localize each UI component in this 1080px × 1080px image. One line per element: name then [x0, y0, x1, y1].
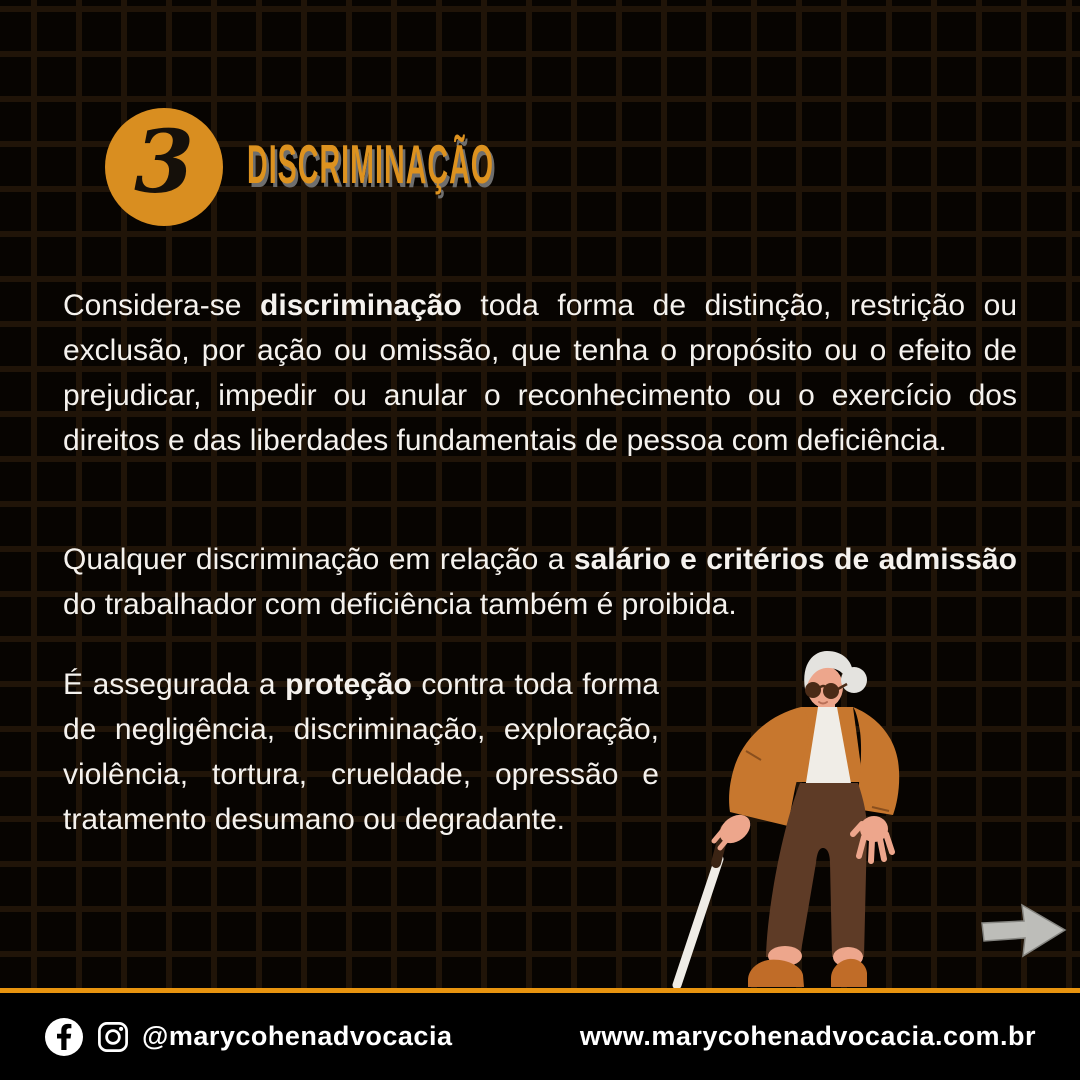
paragraph-salary: Qualquer discriminação em relação a salário e critérios de admissão do trabalhador com deficiência também é proibida.	[63, 543, 1018, 621]
footer-bar	[0, 993, 1080, 1080]
next-arrow-icon[interactable]	[975, 898, 1070, 963]
page-title: DISCRIMINAÇÃO	[247, 133, 495, 195]
social-handle[interactable]: @marycohenadvocacia	[142, 1021, 453, 1051]
instagram-icon[interactable]	[96, 1020, 130, 1054]
step-number: 3	[134, 112, 194, 213]
sunglasses-left-lens	[805, 682, 821, 698]
facebook-icon[interactable]	[44, 1017, 84, 1057]
paragraph-definition: Considera-se discriminação toda forma de distinção, restrição ou exclusão, por ação ou omissão, que tenha o propósito ou o efeito de prejudicar, impedir ou anular o reconhecimento ou o exercício dos direitos e das liberdades fundamentais de pessoa com deficiência.	[63, 289, 1017, 457]
paragraph-protection: É assegurada a proteção contra toda forma de negligência, discriminação, exploração, violência, tortura, crueldade, opressão e tratamento desumano ou degradante.	[63, 668, 659, 836]
hair-bun	[841, 667, 867, 693]
step-number-badge	[105, 108, 223, 226]
white-cane	[677, 859, 719, 985]
website-url[interactable]: www.marycohenadvocacia.com.br	[579, 1021, 1036, 1051]
blind-woman-illustration	[650, 649, 930, 989]
